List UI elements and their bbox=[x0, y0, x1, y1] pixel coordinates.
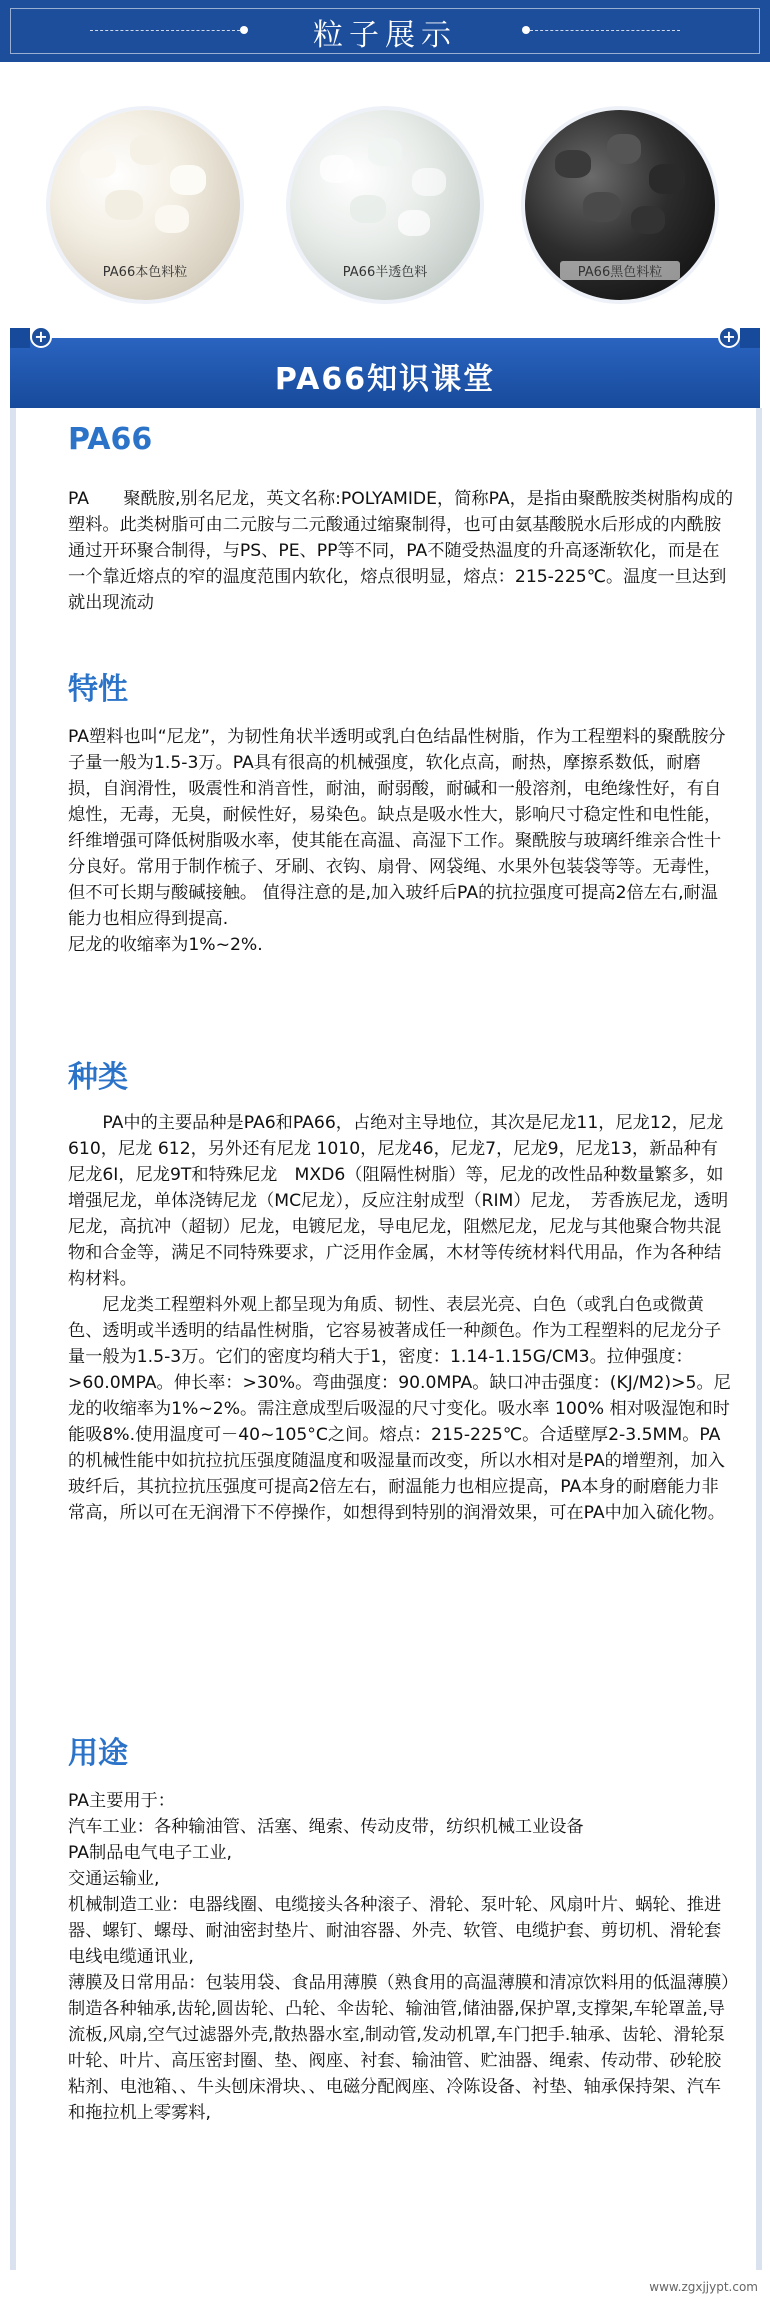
uses-line: 制造各种轴承,齿轮,圆齿轮、凸轮、伞齿轮、输油管,储油器,保护罩,支撑架,车轮罩盖,导流板,风扇,空气过滤器外壳,散热器水室,制动管,发动机罩,车门把手.轴承、齿轮、滑轮泵叶轮、叶片、高压密封圈、垫、阀座、衬套、输油管、贮油器、绳索、传动带、砂轮胶粘剂、电池箱、、牛头刨床滑块、、电磁分配阀座、冷陈设备、衬垫、轴承保持架、汽车和拖拉机上零雾料, bbox=[68, 1999, 725, 2123]
header-tab-left bbox=[10, 328, 30, 348]
top-banner bbox=[0, 0, 770, 62]
section-title: 用途 bbox=[68, 1736, 128, 1771]
uses-card bbox=[10, 1710, 762, 2270]
sample-label: PA66半透色料 bbox=[342, 265, 428, 280]
section-text bbox=[68, 1110, 739, 1526]
uses-line: 电线电缆通讯业, bbox=[68, 1947, 194, 1967]
plus-icon: + bbox=[718, 326, 740, 348]
watermark: www.zgxjjypt.com bbox=[649, 2280, 758, 2294]
sample-label: PA66本色料粒 bbox=[102, 265, 188, 280]
types-paragraph: PA中的主要品种是PA6和PA66，占绝对主导地位，其次是尼龙11，尼龙12，尼龙610，尼龙 612，另外还有尼龙 1010，尼龙46，尼龙7，尼龙9，尼龙13，新品种有尼龙6I，尼龙9T和特殊尼龙 MXD6（阻隔性树脂）等，尼龙的改性品种数量繁多，如增强尼龙，单体浇铸尼龙（MC尼龙），反应注射成型（RIM）尼龙， 芳香族尼龙，透明尼龙，高抗冲（超韧）尼龙，电镀尼龙，导电尼龙，阻燃尼龙，尼龙与其他聚合物共混物和合金等，满足不同特殊要求，广泛用作金属，木材等传统材料代用品，作为各种结 构材料。 bbox=[68, 1113, 739, 1289]
banner-title: 粒子展示 bbox=[313, 18, 457, 53]
sample-black-pellets bbox=[525, 110, 715, 300]
uses-line: PA制品电气电子工业, bbox=[68, 1843, 232, 1863]
section-title: PA66 bbox=[68, 422, 153, 457]
uses-line: PA主要用于： bbox=[68, 1791, 175, 1811]
section-text bbox=[68, 1788, 739, 2126]
knowledge-header bbox=[10, 327, 760, 408]
plus-icon: + bbox=[30, 326, 52, 348]
section-text bbox=[68, 724, 734, 958]
uses-line: 汽车工业：各种输油管、活塞、绳索、传动皮带，纺织机械工业设备 bbox=[68, 1817, 584, 1837]
properties-card bbox=[10, 642, 762, 1030]
uses-line: 交通运输业, bbox=[68, 1869, 160, 1889]
section-title: 特性 bbox=[68, 672, 128, 707]
types-card bbox=[10, 1030, 762, 1710]
section-title: 种类 bbox=[68, 1060, 128, 1095]
intro-paragraph: PA 聚酰胺,别名尼龙，英文名称:POLYAMIDE，简称PA，是指由聚酰胺类树脂构成的塑料。此类树脂可由二元胺与二元酸通过缩聚制得，也可由氨基酸脱水后形成的内酰胺通过开环聚合制得，与PS、PE、PP等不同，PA不随受热温度的升高逐渐软化，而是在一个靠近熔点的窄的温度范围内软化，熔点很明显，熔点：215-225℃。温度一旦达到就出现流动 bbox=[68, 489, 734, 613]
types-properties-paragraph: 尼龙类工程塑料外观上都呈现为角质、韧性、表层光亮、白色（或乳白色或微黄色、透明或半透明的结晶性树脂，它容易被著成任一种颜色。作为工程塑料的尼龙分子量一般为1.5-3万。它们的密度均稍大于1，密度：1.14-1.15G/CM3。拉伸强度：>60.0MPA。伸长率：>30%。弯曲强度：90.0MPA。缺口冲击强度：(KJ/M2)>5。尼龙的收缩率为1%~2%。需注意成型后吸湿的尺寸变化。吸水率 100% 相对吸湿饱和时能吸8%.使用温度可－40~105°C之间。熔点：215-225℃。合适壁厚2-3.5MM。PA的机械性能中如抗拉抗压强度随温度和吸湿量而改变，所以水相对是PA的增塑剂，加入玻纤后，其抗拉抗压强度可提高2倍左右，耐温能力也相应提高，PA本身的耐磨能力非常高，所以可在无润滑下不停操作，如想得到特别的润滑效果，可在PA中加入硫化物。 bbox=[68, 1295, 731, 1523]
intro-card bbox=[10, 408, 762, 642]
sample-translucent-pellets bbox=[290, 110, 480, 300]
sample-label: PA66黑色料粒 bbox=[560, 261, 680, 280]
sample-gallery bbox=[0, 110, 770, 300]
sample-natural-pellets bbox=[50, 110, 240, 300]
properties-paragraph: PA塑料也叫“尼龙”，为韧性角状半透明或乳白色结晶性树脂，作为工程塑料的聚酰胺分子量一般为1.5-3万。PA具有很高的机械强度，软化点高，耐热，摩擦系数低，耐磨损，自润滑性，吸震性和消音性，耐油，耐弱酸，耐碱和一般溶剂，电绝缘性好，有自熄性，无毒，无臭，耐候性好，易染色。缺点是吸水性大，影响尺寸稳定性和电性能，纤维增强可降低树脂吸水率，使其能在高温、高湿下工作。聚酰胺与玻璃纤维亲合性十分良好。常用于制作梳子、牙刷、衣钩、扇骨、网袋绳、水果外包装袋等等。无毒性，但不可长期与酸碱接触。 值得注意的是,加入玻纤后PA的抗拉强度可提高2倍左右,耐温能力也相应得到提高. bbox=[68, 727, 726, 929]
uses-line: 薄膜及日常用品：包装用袋、食品用薄膜（熟食用的高温薄膜和清凉饮料用的低温薄膜） bbox=[68, 1973, 739, 1993]
knowledge-title: PA66知识课堂 bbox=[274, 362, 496, 397]
section-text bbox=[68, 486, 734, 616]
shrinkage-note: 尼龙的收缩率为1%~2%. bbox=[68, 935, 263, 955]
header-tab-right bbox=[740, 328, 760, 348]
uses-line: 机械制造工业：电器线圈、电缆接头各种滚子、滑轮、泵叶轮、风扇叶片、蜗轮、推进器、螺钉、螺母、耐油密封垫片、耐油容器、外壳、软管、电缆护套、剪切机、滑轮套 bbox=[68, 1895, 722, 1941]
